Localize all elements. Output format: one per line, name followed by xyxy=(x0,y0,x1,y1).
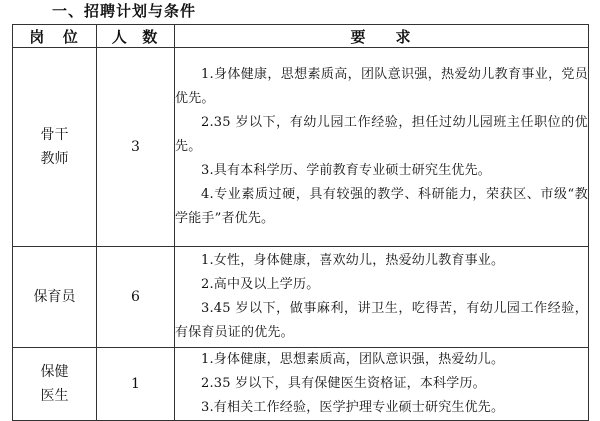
header-count xyxy=(97,25,175,48)
position-label: 保健 xyxy=(40,364,69,380)
requirement-item: 3.具有本科学历、学前教育专业硕士研究生优先。 xyxy=(201,163,492,178)
requirement-item: 3.有相关工作经验，医学护理专业硕士研究生优先。 xyxy=(201,400,505,415)
requirement-item: 3.45 岁以下，做事麻利，讲卫生，吃得苦，有幼儿园工作经验，有保育员证的优先。 xyxy=(175,301,588,340)
position-cell xyxy=(13,348,97,421)
header-position-char: 位 xyxy=(62,27,80,46)
requirement-item: 4.专业素质过硬，具有较强的教学、科研能力，荣获区、市级“教学能手”者优先。 xyxy=(175,187,588,226)
requirements-cell xyxy=(175,348,589,421)
table-row xyxy=(13,48,589,247)
section-title: 一、招聘计划与条件 xyxy=(52,2,197,20)
requirement-item: 1.身体健康，思想素质高，团队意识强，热爱幼儿。 xyxy=(201,352,505,367)
header-count-char: 数 xyxy=(142,27,160,46)
position-label: 骨干 xyxy=(40,127,69,143)
header-requirements-char: 求 xyxy=(395,27,413,46)
header-requirements xyxy=(175,25,589,48)
header-count-char: 人 xyxy=(111,27,129,46)
header-requirements-char: 要 xyxy=(350,27,368,46)
table-row xyxy=(13,247,589,348)
requirement-item: 2.35 岁以下，有幼儿园工作经验，担任过幼儿园班主任职位的优先。 xyxy=(175,115,588,154)
position-label: 教师 xyxy=(40,151,69,167)
table-row xyxy=(13,348,589,421)
requirements-cell xyxy=(175,48,589,247)
position-label: 保育员 xyxy=(33,289,76,305)
count-cell: 1 xyxy=(97,348,175,421)
table-header-row xyxy=(13,25,589,48)
count-cell: 6 xyxy=(97,247,175,348)
position-label: 医生 xyxy=(40,388,69,404)
position-cell xyxy=(13,48,97,247)
header-position xyxy=(13,25,97,48)
recruitment-table xyxy=(12,24,589,421)
requirement-item: 2.高中及以上学历。 xyxy=(201,277,320,292)
requirement-item: 2.35 岁以下，具有保健医生资格证，本科学历。 xyxy=(201,376,486,391)
position-cell xyxy=(13,247,97,348)
header-position-char: 岗 xyxy=(29,27,47,46)
requirement-item: 1.女性，身体健康，喜欢幼儿，热爱幼儿教育事业。 xyxy=(201,253,505,268)
requirements-cell xyxy=(175,247,589,348)
requirement-item: 1.身体健康，思想素质高，团队意识强，热爱幼儿教育事业，党员优先。 xyxy=(175,67,588,106)
count-cell: 3 xyxy=(97,48,175,247)
